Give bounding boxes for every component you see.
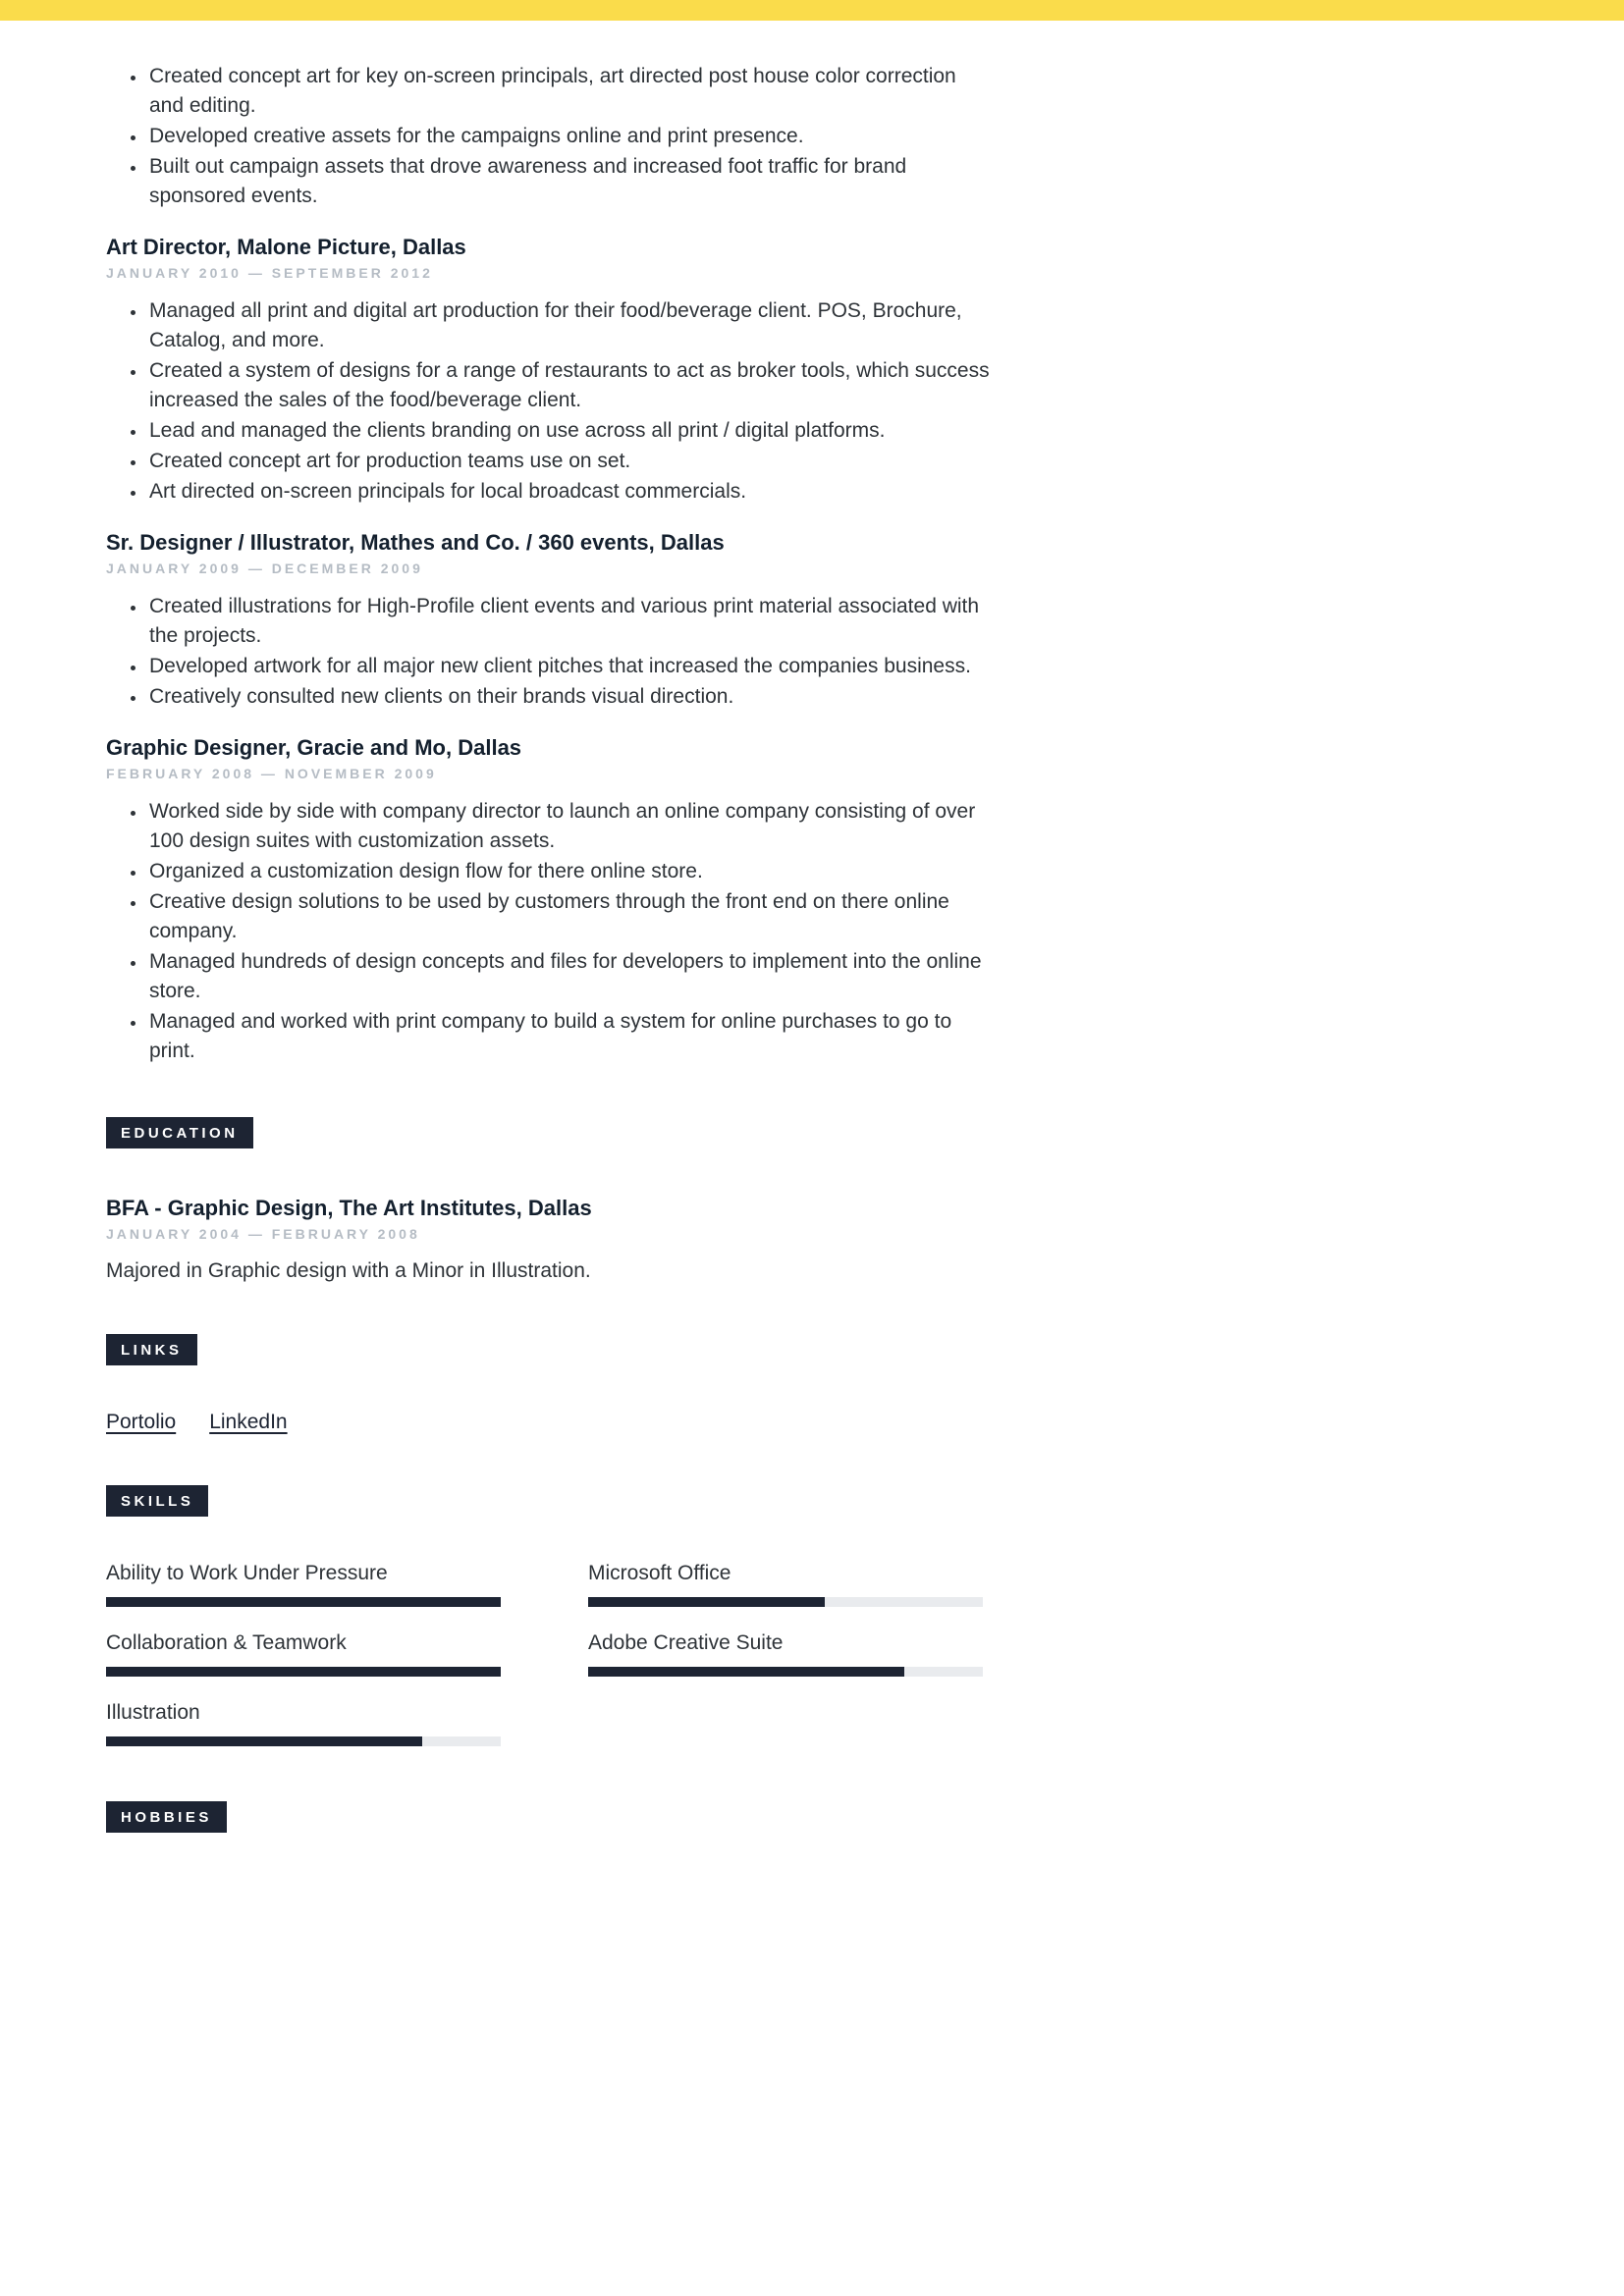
bullet-item: • Developed creative assets for the campaigns online and print presence. <box>147 122 995 151</box>
hobbies-section <box>106 1801 995 1856</box>
education-description: Majored in Graphic design with a Minor in Illustration. <box>106 1259 591 1282</box>
skill-item <box>106 1562 501 1607</box>
skill-bar <box>106 1736 501 1746</box>
section-label-skills: SKILLS <box>106 1485 208 1517</box>
portfolio-link[interactable]: Portolio <box>106 1411 177 1433</box>
bullet-item: • Organized a customization design flow for there online store. <box>147 857 995 886</box>
skill-name: Collaboration & Teamwork <box>106 1631 347 1654</box>
bullet-item: • Creatively consulted new clients on their brands visual direction. <box>147 682 995 712</box>
skill-item <box>106 1701 501 1746</box>
linkedin-link[interactable]: LinkedIn <box>209 1411 288 1433</box>
skill-name: Illustration <box>106 1701 200 1724</box>
skills-section <box>106 1485 995 1746</box>
skills-grid <box>106 1562 995 1746</box>
bullet-item: • Worked side by side with company director to launch an online company consisting of over 100 design suites with customization assets. <box>147 797 995 856</box>
experience-entry <box>106 235 995 507</box>
bullet-item: • Built out campaign assets that drove awareness and increased foot traffic for brand sponsored events. <box>147 152 995 211</box>
intro-bullet-list <box>106 62 995 211</box>
job-bullet-list <box>106 592 995 712</box>
job-dates: FEBRUARY 2008 — NOVEMBER 2009 <box>106 766 437 781</box>
resume-page-content <box>106 21 995 1856</box>
job-dates: JANUARY 2009 — DECEMBER 2009 <box>106 561 423 576</box>
bullet-item: • Managed all print and digital art production for their food/beverage client. POS, Brochure, Catalog, and more. <box>147 296 995 355</box>
bullet-item: • Created a system of designs for a range of restaurants to act as broker tools, which success increased the sales of the food/beverage client. <box>147 356 995 415</box>
education-section <box>106 1117 995 1283</box>
bullet-item: • Managed hundreds of design concepts and files for developers to implement into the online store. <box>147 947 995 1006</box>
section-label-hobbies: HOBBIES <box>106 1801 227 1833</box>
bullet-item: • Developed artwork for all major new client pitches that increased the companies business. <box>147 652 995 681</box>
skill-item <box>106 1631 501 1677</box>
bullet-item: • Managed and worked with print company to build a system for online purchases to go to print. <box>147 1007 995 1066</box>
job-title: Art Director, Malone Picture, Dallas <box>106 235 466 259</box>
experience-entry <box>106 530 995 712</box>
job-title: Graphic Designer, Gracie and Mo, Dallas <box>106 735 522 760</box>
links-row <box>106 1411 995 1434</box>
skill-bar <box>588 1667 983 1677</box>
section-label-links: LINKS <box>106 1334 197 1365</box>
accent-top-bar <box>0 0 1624 21</box>
job-title: Sr. Designer / Illustrator, Mathes and Co. / 360 events, Dallas <box>106 530 725 555</box>
skill-name: Ability to Work Under Pressure <box>106 1562 388 1584</box>
skill-bar <box>106 1667 501 1677</box>
job-bullet-list <box>106 797 995 1066</box>
education-entry <box>106 1196 995 1283</box>
skill-bar <box>106 1597 501 1607</box>
links-section <box>106 1334 995 1434</box>
skill-item <box>588 1631 983 1677</box>
degree-title: BFA - Graphic Design, The Art Institutes, Dallas <box>106 1196 592 1220</box>
skill-name: Microsoft Office <box>588 1562 731 1584</box>
bullet-item: • Created illustrations for High-Profile client events and various print material associated with the projects. <box>147 592 995 651</box>
bullet-item: • Created concept art for production teams use on set. <box>147 447 995 476</box>
section-label-education: EDUCATION <box>106 1117 253 1148</box>
bullet-item: • Lead and managed the clients branding on use across all print / digital platforms. <box>147 416 995 446</box>
bullet-item: • Created concept art for key on-screen principals, art directed post house color correction and editing. <box>147 62 995 121</box>
job-dates: JANUARY 2010 — SEPTEMBER 2012 <box>106 265 433 281</box>
job-bullet-list <box>106 296 995 507</box>
skill-name: Adobe Creative Suite <box>588 1631 784 1654</box>
bullet-item: • Creative design solutions to be used by customers through the front end on there online company. <box>147 887 995 946</box>
skill-bar <box>588 1597 983 1607</box>
education-dates: JANUARY 2004 — FEBRUARY 2008 <box>106 1226 420 1242</box>
experience-entry <box>106 735 995 1066</box>
skill-item <box>588 1562 983 1607</box>
bullet-item: • Art directed on-screen principals for local broadcast commercials. <box>147 477 995 507</box>
